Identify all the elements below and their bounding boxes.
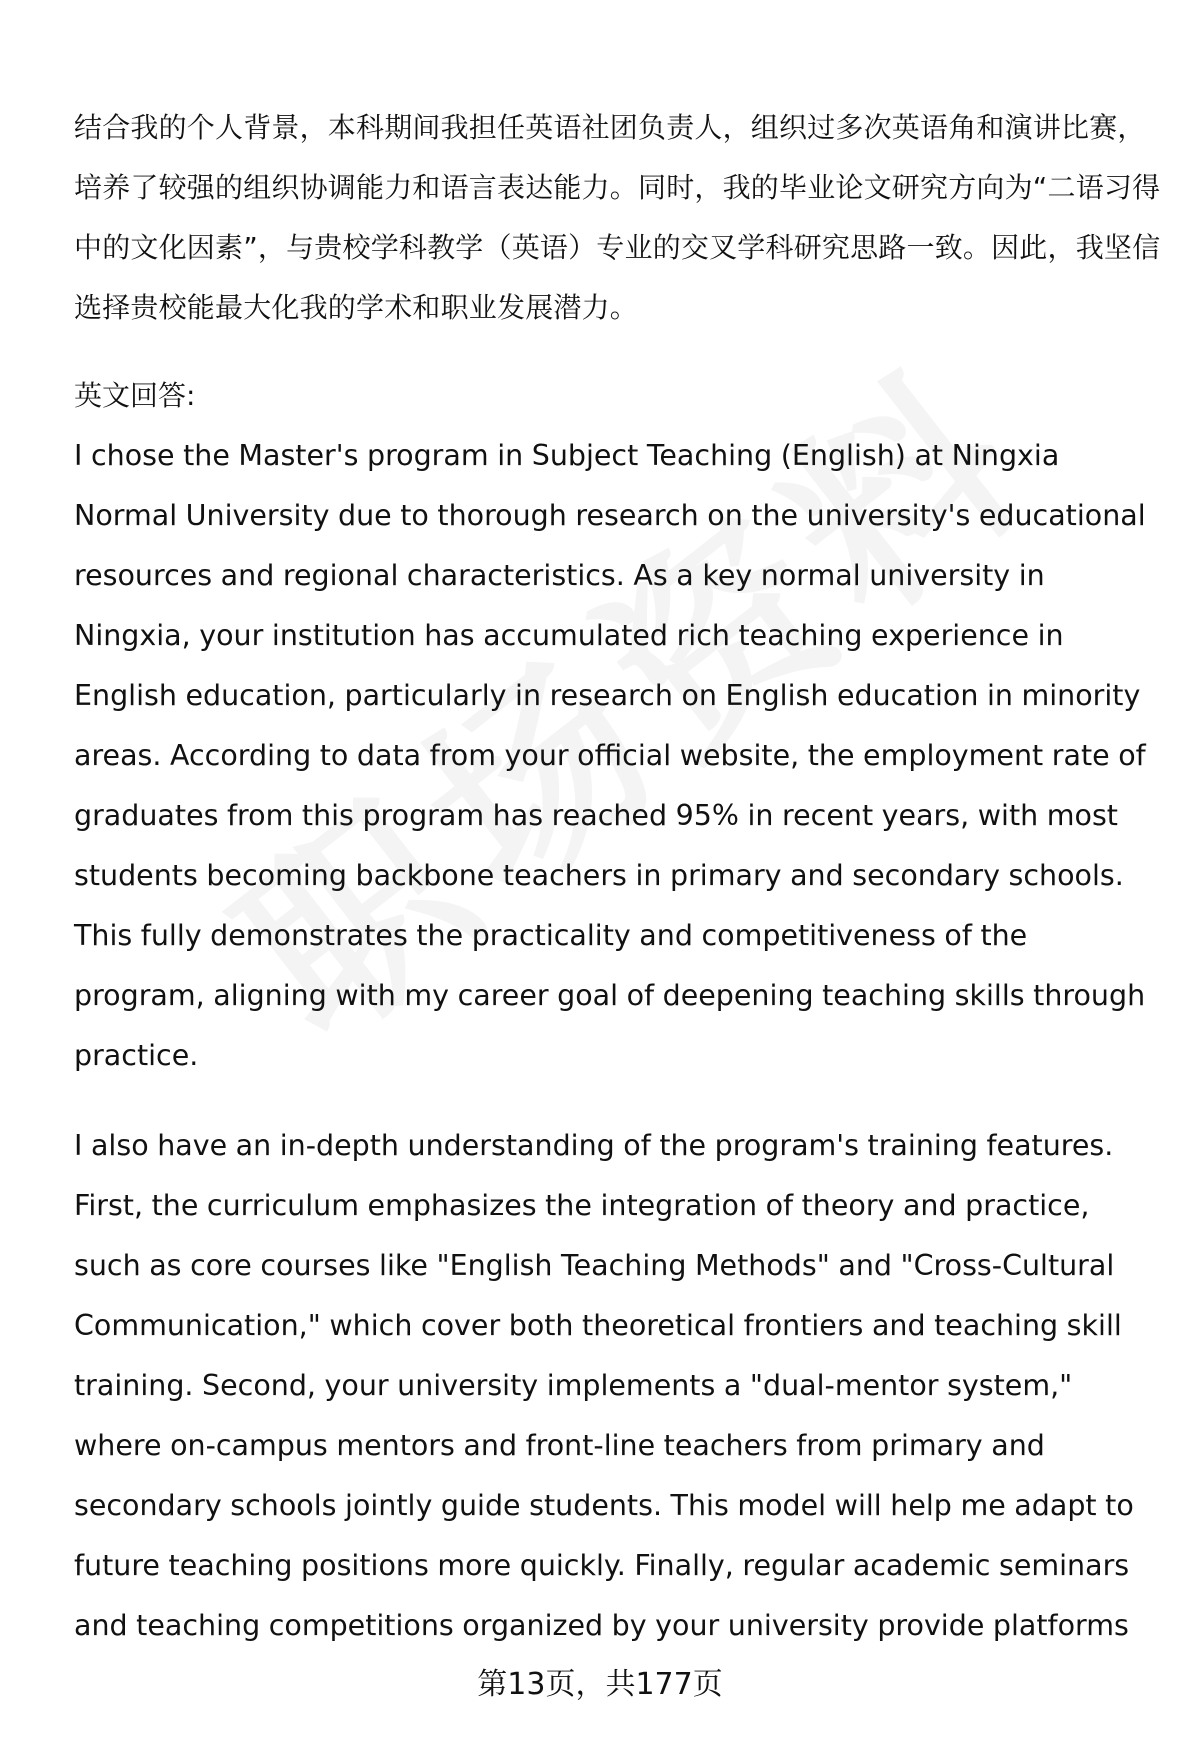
english-answer-heading: 英文回答: xyxy=(74,379,196,412)
page-number-footer: 第13页，共177页 xyxy=(477,1667,723,1702)
document-body xyxy=(74,98,1164,1656)
chinese-paragraph: 结合我的个人背景，本科期间我担任英语社团负责人，组织过多次英语角和演讲比赛，培养了较强的组织协调能力和语言表达能力。同时，我的毕业论文研究方向为“二语习得中的文化因素”，与贵校学科教学（英语）专业的交叉学科研究思路一致。因此，我坚信选择贵校能最大化我的学术和职业发展潜力。 xyxy=(74,111,1161,324)
english-paragraph-2: I also have an in-depth understanding of the program's training features. First, the curriculum emphasizes the integration of theory and practice, such as core courses like "English Teaching Methods" and "Cross-Cultural Communication," which cover both theoretical frontiers and teaching skill training. Second, your university implements a "dual-mentor system," where on-campus mentors and front-line teachers from primary and secondary schools jointly guide students. This model will help me adapt to future teaching positions more quickly. Finally, regular academic seminars and teaching competitions organized by your university provide platforms xyxy=(74,1129,1134,1642)
english-paragraph-1: I chose the Master's program in Subject Teaching (English) at Ningxia Normal University due to thorough research on the university's educational resources and regional characteristics. As a key normal university in Ningxia, your institution has accumulated rich teaching experience in English education, particularly in research on English education in minority areas. According to data from your official website, the employment rate of graduates from this program has reached 95% in recent years, with most students becoming backbone teachers in primary and secondary schools. This fully demonstrates the practicality and competitiveness of the program, aligning with my career goal of deepening teaching skills through practice. xyxy=(74,439,1146,1072)
